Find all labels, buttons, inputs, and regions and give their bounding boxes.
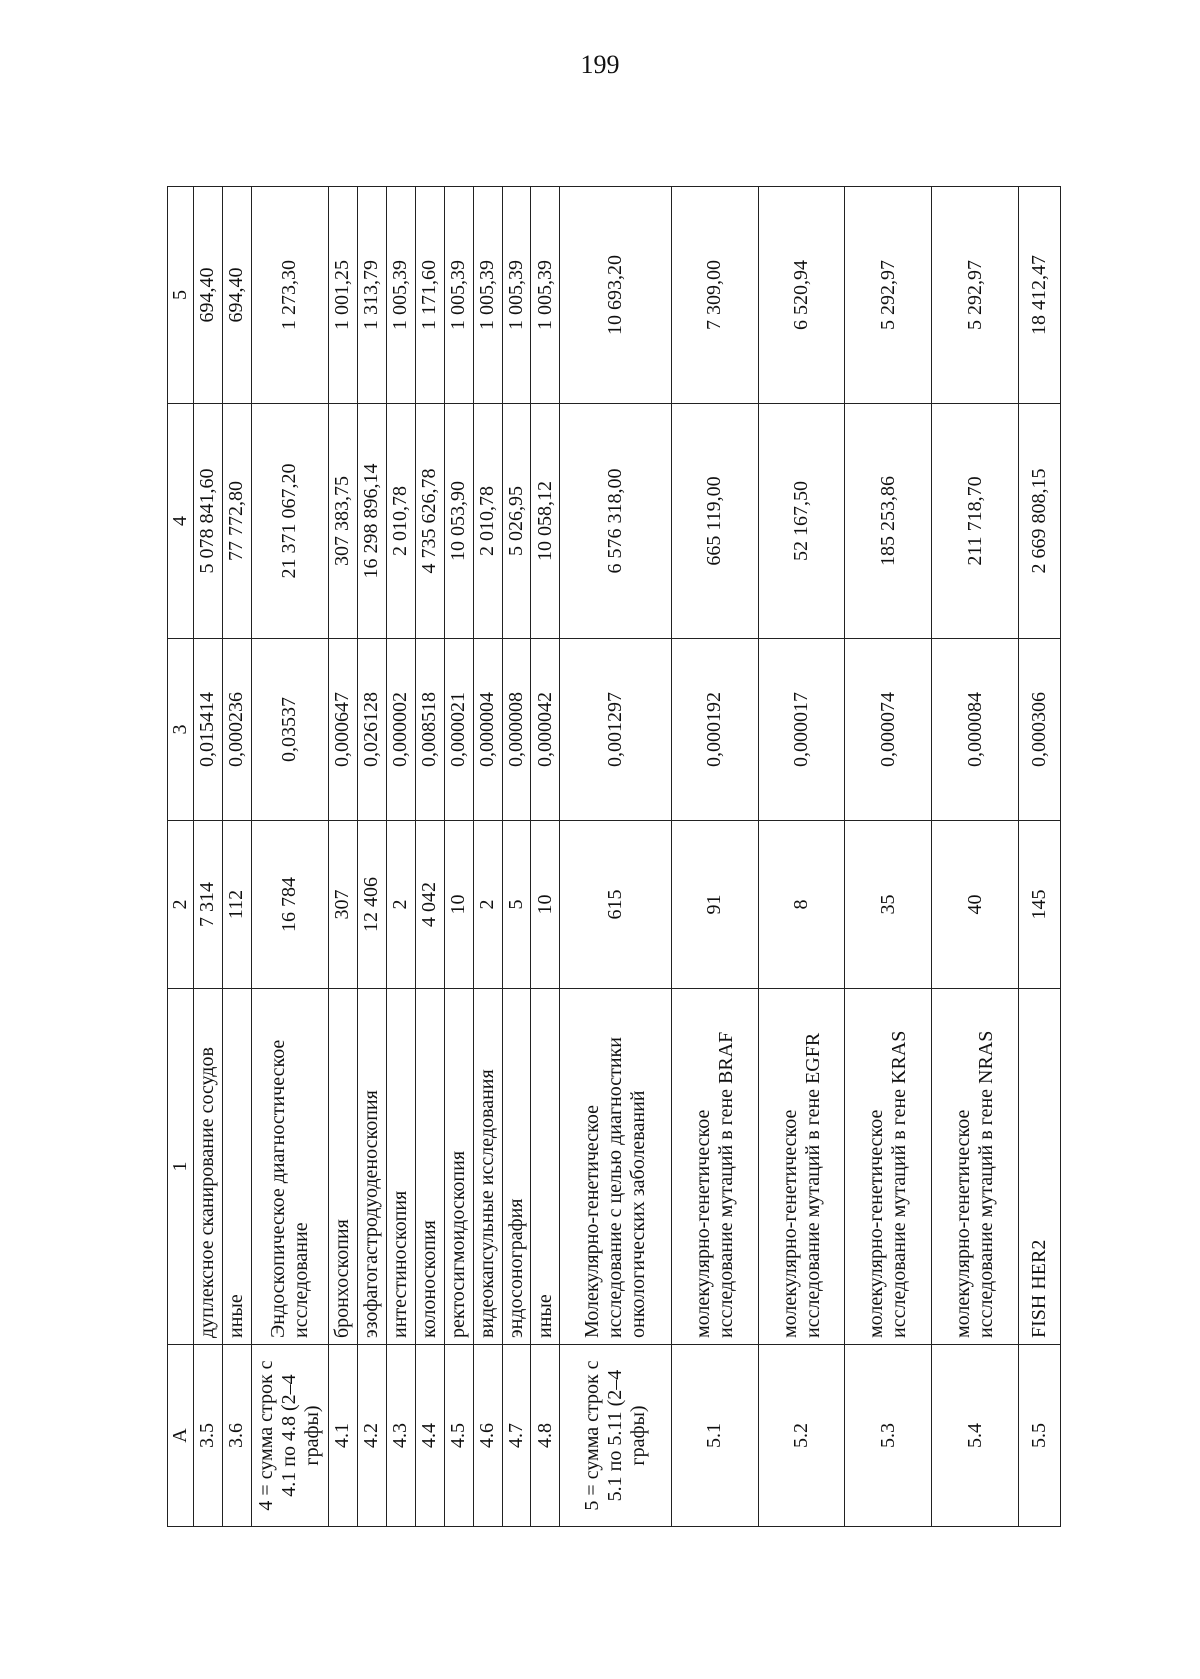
row-col-4: 211 718,70 [932,404,1019,639]
row-col-4: 307 383,75 [329,404,358,639]
row-col-3: 0,000647 [329,639,358,821]
row-col-4: 5 026,95 [502,404,531,639]
row-col-3: 0,001297 [560,639,671,821]
row-code: 4 = сумма строк с 4.1 по 4.8 (2–4 графы) [251,1345,328,1527]
row-col-2: 91 [671,821,758,989]
header-col-a: A [168,1345,194,1527]
row-col-3: 0,000017 [758,639,845,821]
row-col-2: 10 [531,821,560,989]
table-body [194,187,1061,1527]
header-col-5: 5 [168,187,194,404]
row-col-2: 10 [444,821,473,989]
row-code: 5.4 [932,1345,1019,1527]
row-col-2: 16 784 [251,821,328,989]
row-col-4: 5 078 841,60 [194,404,223,639]
row-col-4: 52 167,50 [758,404,845,639]
row-col-4: 16 298 896,14 [357,404,386,639]
row-col-4: 21 371 067,20 [251,404,328,639]
row-name: иные [222,989,251,1345]
row-col-3: 0,000002 [386,639,415,821]
row-code: 5.3 [845,1345,932,1527]
row-col-3: 0,000306 [1019,639,1061,821]
row-code: 3.5 [194,1345,223,1527]
row-col-5: 10 693,20 [560,187,671,404]
row-col-5: 1 273,30 [251,187,328,404]
row-code: 5.2 [758,1345,845,1527]
row-col-3: 0,015414 [194,639,223,821]
row-code: 4.2 [357,1345,386,1527]
rotated-table-container [167,187,1061,1527]
row-col-4: 10 058,12 [531,404,560,639]
row-code: 4.8 [531,1345,560,1527]
row-code: 5.1 [671,1345,758,1527]
table-header-row [168,187,194,1527]
row-col-5: 1 005,39 [502,187,531,404]
row-code: 3.6 [222,1345,251,1527]
row-col-5: 1 005,39 [386,187,415,404]
table-row [560,187,671,1527]
row-col-4: 6 576 318,00 [560,404,671,639]
row-col-5: 694,40 [194,187,223,404]
row-col-3: 0,03537 [251,639,328,821]
row-col-4: 77 772,80 [222,404,251,639]
row-code: 4.7 [502,1345,531,1527]
header-col-3: 3 [168,639,194,821]
row-col-3: 0,000004 [473,639,502,821]
row-col-5: 7 309,00 [671,187,758,404]
row-col-5: 1 005,39 [531,187,560,404]
row-col-4: 185 253,86 [845,404,932,639]
row-col-2: 307 [329,821,358,989]
row-col-5: 1 313,79 [357,187,386,404]
row-col-2: 145 [1019,821,1061,989]
row-name: ректосигмоидоскопия [444,989,473,1345]
row-col-3: 0,000192 [671,639,758,821]
row-name: колоноскопия [415,989,444,1345]
table-row [251,187,328,1527]
row-name: видеокапсульные исследования [473,989,502,1345]
header-col-4: 4 [168,404,194,639]
row-col-4: 665 119,00 [671,404,758,639]
table-row [329,187,358,1527]
table-row [415,187,444,1527]
row-name: эндосонография [502,989,531,1345]
row-col-5: 1 005,39 [444,187,473,404]
row-code: 4.5 [444,1345,473,1527]
table-row [502,187,531,1527]
table-row [357,187,386,1527]
row-name: молекулярно-генетическое исследование мутаций в гене NRAS [932,989,1019,1345]
table-row [222,187,251,1527]
row-col-5: 1 001,25 [329,187,358,404]
row-col-3: 0,000021 [444,639,473,821]
table-row [1019,187,1061,1527]
table-row [932,187,1019,1527]
row-col-3: 0,008518 [415,639,444,821]
row-col-5: 18 412,47 [1019,187,1061,404]
row-name: иные [531,989,560,1345]
row-col-4: 4 735 626,78 [415,404,444,639]
table-row [473,187,502,1527]
row-col-2: 2 [386,821,415,989]
row-col-4: 10 053,90 [444,404,473,639]
row-code: 5.5 [1019,1345,1061,1527]
row-name: Эндоскопическое диагностическое исследование [251,989,328,1345]
row-col-3: 0,000074 [845,639,932,821]
row-col-2: 615 [560,821,671,989]
row-col-5: 5 292,97 [932,187,1019,404]
row-name: молекулярно-генетическое исследование мутаций в гене BRAF [671,989,758,1345]
table-row [386,187,415,1527]
row-col-4: 2 010,78 [473,404,502,639]
row-col-3: 0,000084 [932,639,1019,821]
row-col-2: 12 406 [357,821,386,989]
row-code: 4.6 [473,1345,502,1527]
row-code: 4.1 [329,1345,358,1527]
table-row [758,187,845,1527]
row-col-2: 35 [845,821,932,989]
row-col-2: 5 [502,821,531,989]
row-col-4: 2 669 808,15 [1019,404,1061,639]
row-col-5: 1 005,39 [473,187,502,404]
table-row [671,187,758,1527]
row-col-2: 112 [222,821,251,989]
row-name: FISH HER2 [1019,989,1061,1345]
row-col-2: 40 [932,821,1019,989]
row-name: бронхоскопия [329,989,358,1345]
row-col-4: 2 010,78 [386,404,415,639]
data-table [167,186,1061,1527]
row-col-2: 7 314 [194,821,223,989]
row-name: молекулярно-генетическое исследование мутаций в гене KRAS [845,989,932,1345]
row-name: молекулярно-генетическое исследование мутаций в гене EGFR [758,989,845,1345]
row-col-5: 5 292,97 [845,187,932,404]
row-col-2: 4 042 [415,821,444,989]
row-code: 5 = сумма строк с 5.1 по 5.11 (2–4 графы) [560,1345,671,1527]
header-col-1: 1 [168,989,194,1345]
table-row [444,187,473,1527]
table-row [194,187,223,1527]
row-name: Молекулярно-генетическое исследование с целью диагностики онкологических заболеваний [560,989,671,1345]
row-col-5: 694,40 [222,187,251,404]
row-code: 4.4 [415,1345,444,1527]
row-col-3: 0,000008 [502,639,531,821]
row-code: 4.3 [386,1345,415,1527]
row-name: эзофагогастродуоденоскопия [357,989,386,1345]
row-col-5: 1 171,60 [415,187,444,404]
row-col-2: 2 [473,821,502,989]
row-col-5: 6 520,94 [758,187,845,404]
table-row [845,187,932,1527]
row-name: интестиноскопия [386,989,415,1345]
row-col-3: 0,000236 [222,639,251,821]
row-name: дуплексное сканирование сосудов [194,989,223,1345]
row-col-3: 0,026128 [357,639,386,821]
page-number: 199 [580,50,620,79]
row-col-3: 0,000042 [531,639,560,821]
table-row [531,187,560,1527]
row-col-2: 8 [758,821,845,989]
header-col-2: 2 [168,821,194,989]
